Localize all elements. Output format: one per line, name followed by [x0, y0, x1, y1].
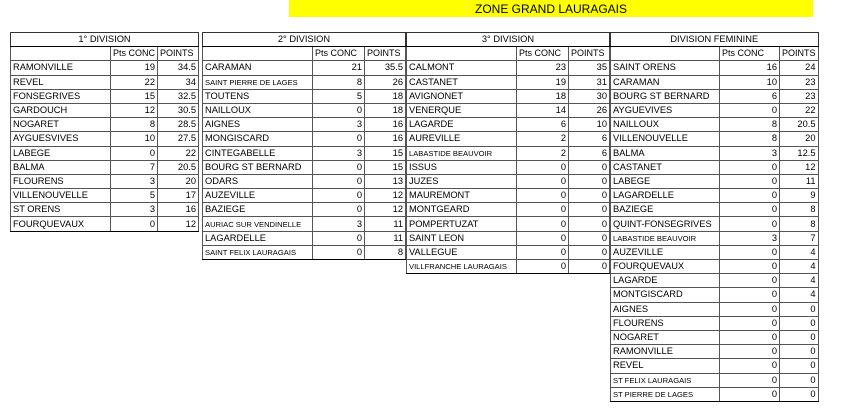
points-value: 12: [158, 217, 199, 231]
table-row: [407, 75, 610, 89]
points-value: 0: [569, 260, 610, 274]
table-row: [203, 103, 406, 117]
points-value: 0: [569, 174, 610, 188]
team-name: QUINT-FONSEGRIVES: [611, 217, 720, 231]
pts-conc-value: 0: [517, 203, 569, 217]
table-row: [11, 118, 199, 132]
table-row: [203, 189, 406, 203]
points-value: 0: [569, 245, 610, 259]
table-row: [407, 132, 610, 146]
table-row: [11, 146, 199, 160]
team-name: CALMONT: [407, 61, 517, 75]
pts-conc-value: 10: [720, 75, 780, 89]
pts-conc-value: 3: [313, 118, 365, 132]
team-name: NAILLOUX: [611, 118, 720, 132]
points-value: 23: [780, 89, 819, 103]
standings-table: [610, 32, 819, 402]
table-row: [203, 89, 406, 103]
table-row: [407, 61, 610, 75]
points-value: 9: [780, 189, 819, 203]
team-name: VILLENOUVELLE: [611, 132, 720, 146]
pts-conc-value: 10: [111, 132, 158, 146]
points-value: 0: [780, 373, 819, 387]
pts-conc-value: 3: [313, 217, 365, 231]
table-row: [11, 217, 199, 231]
table-row: [11, 203, 199, 217]
points-value: 0: [569, 160, 610, 174]
pts-conc-value: 3: [111, 203, 158, 217]
pts-conc-value: 21: [313, 61, 365, 75]
team-name: FONSEGRIVES: [11, 89, 111, 103]
table-row: [611, 160, 819, 174]
zone-title: ZONE GRAND LAURAGAIS: [289, 0, 813, 17]
pts-conc-value: 6: [720, 89, 780, 103]
points-value: 4: [780, 274, 819, 288]
pts-conc-value: 0: [720, 174, 780, 188]
table-row: [611, 146, 819, 160]
pts-conc-header: Pts CONC: [517, 47, 569, 61]
pts-conc-value: 0: [720, 359, 780, 373]
team-name: VILLENOUVELLE: [11, 189, 111, 203]
pts-conc-value: 0: [313, 103, 365, 117]
pts-conc-value: 0: [111, 217, 158, 231]
team-name: BALMA: [611, 146, 720, 160]
team-name: FOURQUEVAUX: [11, 217, 111, 231]
team-name: FLOURENS: [11, 174, 111, 188]
division-1-table: [10, 32, 199, 232]
table-row: [203, 217, 406, 231]
points-value: 15: [365, 160, 406, 174]
pts-conc-value: 0: [313, 189, 365, 203]
points-value: 30.5: [158, 103, 199, 117]
points-value: 28.5: [158, 118, 199, 132]
points-value: 7: [780, 231, 819, 245]
division-feminine-table: [610, 32, 819, 402]
team-name: LAGARDELLE: [203, 231, 313, 245]
team-name: AVIGNONET: [407, 89, 517, 103]
team-name: REVEL: [611, 359, 720, 373]
points-value: 18: [365, 89, 406, 103]
pts-conc-value: 0: [517, 260, 569, 274]
points-value: 27.5: [158, 132, 199, 146]
standings-table: [10, 32, 199, 232]
pts-conc-value: 0: [720, 103, 780, 117]
table-row: [203, 231, 406, 245]
table-row: [611, 387, 819, 401]
team-name: MONTGISCARD: [611, 288, 720, 302]
table-row: [611, 203, 819, 217]
team-name: LAGARDE: [407, 118, 517, 132]
table-row: [407, 245, 610, 259]
team-name: LABEGE: [611, 174, 720, 188]
pts-conc-value: 3: [313, 146, 365, 160]
points-header: POINTS: [365, 47, 406, 61]
team-name: GARDOUCH: [11, 103, 111, 117]
pts-conc-value: 7: [111, 160, 158, 174]
team-name: MAUREMONT: [407, 189, 517, 203]
points-value: 0: [780, 387, 819, 401]
team-name: LAGARDE: [611, 274, 720, 288]
pts-conc-value: 0: [720, 203, 780, 217]
team-name: ISSUS: [407, 160, 517, 174]
points-value: 0: [780, 330, 819, 344]
table-row: [11, 160, 199, 174]
pts-conc-value: 0: [313, 231, 365, 245]
points-value: 20: [780, 132, 819, 146]
pts-conc-value: 0: [720, 373, 780, 387]
division-title: DIVISION FEMININE: [611, 33, 819, 47]
points-value: 4: [780, 245, 819, 259]
points-value: 17: [158, 189, 199, 203]
pts-conc-value: 18: [517, 89, 569, 103]
pts-conc-value: 0: [720, 288, 780, 302]
table-row: [203, 245, 406, 259]
table-row: [611, 103, 819, 117]
team-name: REVEL: [11, 75, 111, 89]
table-row: [407, 118, 610, 132]
points-value: 12: [365, 203, 406, 217]
division-title: 1° DIVISION: [11, 33, 199, 47]
pts-conc-value: 0: [517, 245, 569, 259]
points-value: 0: [569, 217, 610, 231]
table-row: [611, 330, 819, 344]
team-name: SAINT ORENS: [611, 61, 720, 75]
pts-conc-value: 0: [313, 245, 365, 259]
table-row: [611, 132, 819, 146]
points-value: 8: [780, 203, 819, 217]
table-row: [203, 160, 406, 174]
table-row: [203, 174, 406, 188]
points-value: 12.5: [780, 146, 819, 160]
team-name: BOURG ST BERNARD: [611, 89, 720, 103]
points-value: 16: [365, 118, 406, 132]
team-name: BAZIEGE: [611, 203, 720, 217]
pts-conc-value: 5: [313, 89, 365, 103]
pts-conc-value: 5: [111, 189, 158, 203]
team-column-header: [611, 47, 720, 61]
table-row: [407, 260, 610, 274]
table-row: [11, 189, 199, 203]
points-value: 12: [780, 160, 819, 174]
team-name: NAILLOUX: [203, 103, 313, 117]
team-name: VILLFRANCHE LAURAGAIS: [407, 260, 517, 274]
pts-conc-value: 0: [517, 174, 569, 188]
points-value: 0: [569, 189, 610, 203]
points-value: 20.5: [158, 160, 199, 174]
team-name: AIGNES: [611, 302, 720, 316]
division-title: 3° DIVISION: [407, 33, 610, 47]
pts-conc-value: 0: [517, 160, 569, 174]
table-row: [11, 61, 199, 75]
pts-conc-value: 2: [517, 146, 569, 160]
points-header: POINTS: [569, 47, 610, 61]
points-value: 15: [365, 146, 406, 160]
team-name: CASTANET: [407, 75, 517, 89]
team-column-header: [11, 47, 111, 61]
pts-conc-value: 0: [720, 160, 780, 174]
points-value: 0: [780, 359, 819, 373]
table-row: [11, 89, 199, 103]
table-row: [611, 302, 819, 316]
team-name: CARAMAN: [203, 61, 313, 75]
team-name: RAMONVILLE: [611, 345, 720, 359]
pts-conc-value: 3: [111, 174, 158, 188]
points-value: 34: [158, 75, 199, 89]
team-name: BOURG ST BERNARD: [203, 160, 313, 174]
table-row: [407, 103, 610, 117]
table-row: [11, 132, 199, 146]
table-row: [407, 146, 610, 160]
points-value: 8: [780, 217, 819, 231]
table-row: [203, 61, 406, 75]
team-name: MONGISCARD: [203, 132, 313, 146]
table-row: [611, 359, 819, 373]
team-name: SAINT PIERRE DE LAGES: [203, 75, 313, 89]
points-value: 10: [569, 118, 610, 132]
table-row: [11, 103, 199, 117]
table-row: [407, 217, 610, 231]
pts-conc-value: 16: [720, 61, 780, 75]
pts-conc-value: 0: [517, 231, 569, 245]
team-name: AUZEVILLE: [611, 245, 720, 259]
pts-conc-value: 0: [313, 203, 365, 217]
table-row: [203, 146, 406, 160]
points-value: 30: [569, 89, 610, 103]
team-name: LAGARDELLE: [611, 189, 720, 203]
pts-conc-value: 0: [313, 160, 365, 174]
pts-conc-value: 19: [111, 61, 158, 75]
pts-conc-value: 0: [720, 260, 780, 274]
pts-conc-value: 0: [111, 146, 158, 160]
team-name: CASTANET: [611, 160, 720, 174]
points-value: 22: [780, 103, 819, 117]
pts-conc-value: 3: [720, 146, 780, 160]
points-value: 20: [158, 174, 199, 188]
team-name: FLOURENS: [611, 316, 720, 330]
table-row: [611, 316, 819, 330]
team-column-header: [203, 47, 313, 61]
table-row: [611, 260, 819, 274]
team-name: AYGUEVIVES: [611, 103, 720, 117]
pts-conc-value: 0: [720, 330, 780, 344]
pts-conc-value: 6: [517, 118, 569, 132]
team-name: LABASTIDE BEAUVOIR: [611, 231, 720, 245]
team-name: AUREVILLE: [407, 132, 517, 146]
points-header: POINTS: [158, 47, 199, 61]
team-name: AURIAC SUR VENDINELLE: [203, 217, 313, 231]
pts-conc-value: 22: [111, 75, 158, 89]
team-column-header: [407, 47, 517, 61]
table-row: [407, 160, 610, 174]
table-row: [203, 75, 406, 89]
pts-conc-value: 12: [111, 103, 158, 117]
points-value: 16: [158, 203, 199, 217]
team-name: BALMA: [11, 160, 111, 174]
team-name: VENERQUE: [407, 103, 517, 117]
team-name: ODARS: [203, 174, 313, 188]
team-name: POMPERTUZAT: [407, 217, 517, 231]
team-name: AUZEVILLE: [203, 189, 313, 203]
pts-conc-value: 8: [313, 75, 365, 89]
points-header: POINTS: [780, 47, 819, 61]
team-name: FOURQUEVAUX: [611, 260, 720, 274]
points-value: 0: [780, 302, 819, 316]
pts-conc-value: 0: [313, 132, 365, 146]
pts-conc-value: 0: [720, 302, 780, 316]
table-row: [611, 245, 819, 259]
pts-conc-value: 19: [517, 75, 569, 89]
team-name: MONTGEARD: [407, 203, 517, 217]
points-value: 13: [365, 174, 406, 188]
pts-conc-value: 14: [517, 103, 569, 117]
points-value: 22: [158, 146, 199, 160]
table-row: [203, 118, 406, 132]
table-row: [611, 231, 819, 245]
pts-conc-value: 0: [720, 316, 780, 330]
points-value: 4: [780, 288, 819, 302]
pts-conc-value: 0: [720, 387, 780, 401]
division-title: 2° DIVISION: [203, 33, 406, 47]
points-value: 16: [365, 132, 406, 146]
pts-conc-header: Pts CONC: [313, 47, 365, 61]
team-name: BAZIEGE: [203, 203, 313, 217]
division-2-table: [202, 32, 406, 260]
table-row: [611, 288, 819, 302]
team-name: SAINT LEON: [407, 231, 517, 245]
points-value: 11: [365, 231, 406, 245]
points-value: 32.5: [158, 89, 199, 103]
team-name: RAMONVILLE: [11, 61, 111, 75]
table-row: [611, 75, 819, 89]
points-value: 11: [780, 174, 819, 188]
points-value: 23: [780, 75, 819, 89]
team-name: ST PIERRE DE LAGES: [611, 387, 720, 401]
pts-conc-value: 8: [111, 118, 158, 132]
table-row: [611, 118, 819, 132]
team-name: AYGUESVIVES: [11, 132, 111, 146]
division-3-table: [406, 32, 610, 274]
team-name: NOGARET: [611, 330, 720, 344]
pts-conc-value: 15: [111, 89, 158, 103]
table-row: [11, 75, 199, 89]
pts-conc-value: 23: [517, 61, 569, 75]
pts-conc-value: 0: [517, 189, 569, 203]
points-value: 6: [569, 146, 610, 160]
table-row: [611, 61, 819, 75]
table-row: [611, 174, 819, 188]
points-value: 34.5: [158, 61, 199, 75]
table-row: [407, 189, 610, 203]
standings-table: [202, 32, 406, 260]
pts-conc-value: 3: [720, 231, 780, 245]
pts-conc-value: 0: [313, 174, 365, 188]
pts-conc-value: 0: [720, 274, 780, 288]
table-row: [611, 89, 819, 103]
points-value: 26: [365, 75, 406, 89]
points-value: 0: [780, 345, 819, 359]
team-name: LABEGE: [11, 146, 111, 160]
pts-conc-value: 0: [720, 189, 780, 203]
team-name: ST ORENS: [11, 203, 111, 217]
points-value: 24: [780, 61, 819, 75]
points-value: 31: [569, 75, 610, 89]
points-value: 11: [365, 217, 406, 231]
table-row: [407, 203, 610, 217]
table-row: [611, 274, 819, 288]
team-name: ST FELIX LAURAGAIS: [611, 373, 720, 387]
points-value: 12: [365, 189, 406, 203]
pts-conc-value: 2: [517, 132, 569, 146]
points-value: 35.5: [365, 61, 406, 75]
team-name: SAINT FELIX LAURAGAIS: [203, 245, 313, 259]
standings-table: [406, 32, 610, 274]
points-value: 35: [569, 61, 610, 75]
pts-conc-value: 8: [720, 132, 780, 146]
points-value: 0: [780, 316, 819, 330]
table-row: [611, 345, 819, 359]
table-row: [611, 189, 819, 203]
table-row: [611, 217, 819, 231]
table-row: [611, 373, 819, 387]
table-row: [407, 89, 610, 103]
points-value: 18: [365, 103, 406, 117]
points-value: 20.5: [780, 118, 819, 132]
points-value: 4: [780, 260, 819, 274]
points-value: 8: [365, 245, 406, 259]
table-row: [407, 231, 610, 245]
pts-conc-value: 0: [720, 345, 780, 359]
team-name: AIGNES: [203, 118, 313, 132]
pts-conc-value: 0: [720, 217, 780, 231]
pts-conc-value: 0: [720, 245, 780, 259]
team-name: CINTEGABELLE: [203, 146, 313, 160]
team-name: LABASTIDE BEAUVOIR: [407, 146, 517, 160]
pts-conc-value: 0: [517, 217, 569, 231]
pts-conc-header: Pts CONC: [111, 47, 158, 61]
table-row: [11, 174, 199, 188]
team-name: VALLEGUE: [407, 245, 517, 259]
team-name: JUZES: [407, 174, 517, 188]
pts-conc-value: 8: [720, 118, 780, 132]
points-value: 26: [569, 103, 610, 117]
points-value: 0: [569, 203, 610, 217]
table-row: [407, 174, 610, 188]
points-value: 6: [569, 132, 610, 146]
points-value: 0: [569, 231, 610, 245]
team-name: TOUTENS: [203, 89, 313, 103]
team-name: CARAMAN: [611, 75, 720, 89]
pts-conc-header: Pts CONC: [720, 47, 780, 61]
team-name: NOGARET: [11, 118, 111, 132]
table-row: [203, 203, 406, 217]
table-row: [203, 132, 406, 146]
